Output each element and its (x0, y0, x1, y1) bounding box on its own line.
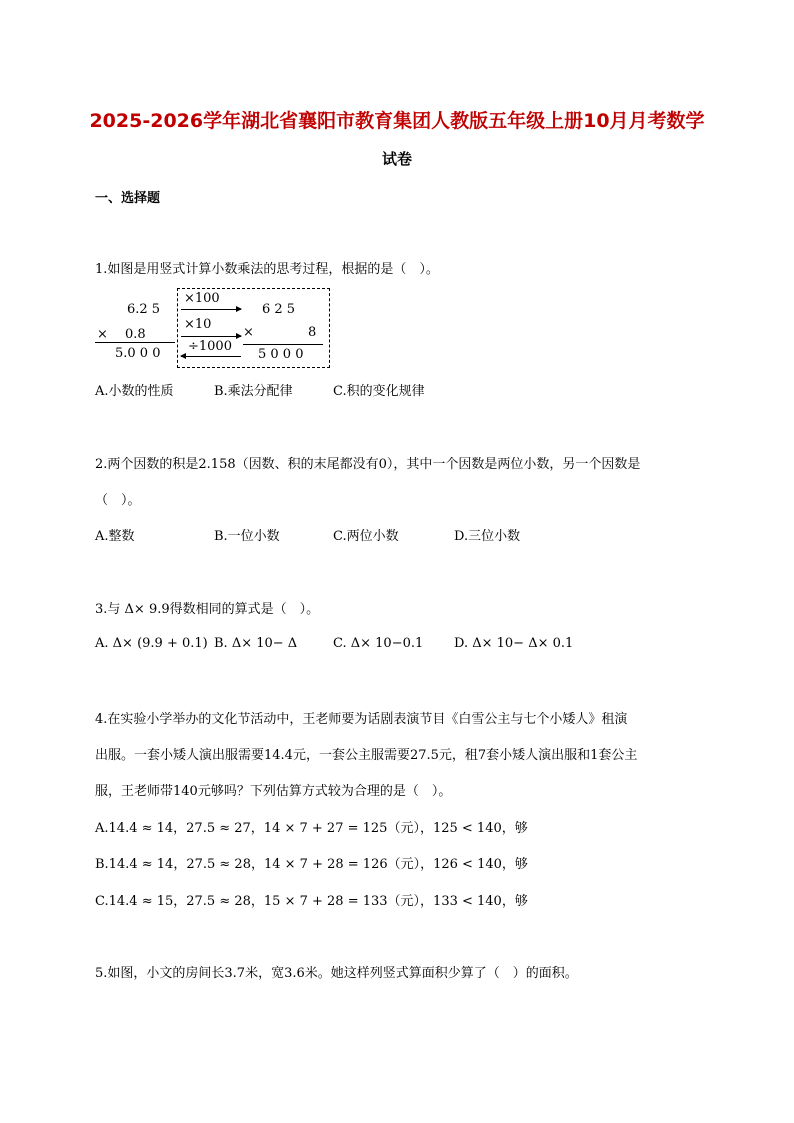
question-2-option-d[interactable]: D.三位小数 (454, 529, 521, 544)
section-heading: 一、选择题 (95, 191, 161, 206)
question-2-option-c[interactable]: C.两位小数 (333, 529, 399, 544)
right-multiplier: 8 (308, 325, 317, 340)
question-4-stem-line-3: 服，王老师带140元够吗？下列估算方式较为合理的是（ ）。 (95, 784, 452, 799)
question-2-stem-line-2: （ ）。 (95, 493, 141, 508)
question-5-stem: 5.如图，小文的房间长3.7米，宽3.6米。她这样列竖式算面积少算了（ ）的面积。 (95, 966, 578, 981)
arrow-right-icon (181, 336, 241, 337)
arrow-right-icon (181, 309, 241, 310)
operation-divide-1000: ÷1000 (188, 339, 232, 354)
right-rule (243, 344, 323, 345)
question-4-option-b[interactable]: B.14.4 ≈ 14，27.5 ≈ 28，14 × 7 + 28 = 126（元），126 < 140，够 (95, 857, 528, 872)
exam-title: 2025-2026学年湖北省襄阳市教育集团人教版五年级上册10月月考数学 (89, 110, 705, 132)
operation-times-10: ×10 (184, 317, 212, 332)
right-multiplicand: 6 2 5 (262, 302, 296, 317)
arrow-left-icon (181, 356, 241, 357)
left-multiplier: × 0.8 (97, 327, 146, 342)
right-product: 5 0 0 0 (258, 347, 304, 362)
question-1-option-a[interactable]: A.小数的性质 (95, 384, 174, 399)
question-1-option-b[interactable]: B.乘法分配律 (214, 384, 293, 399)
question-3-option-c[interactable]: C. Δ× 10−0.1 (333, 636, 424, 651)
question-4-option-c[interactable]: C.14.4 ≈ 15，27.5 ≈ 28，15 × 7 + 28 = 133（元），133 < 140，够 (95, 894, 528, 909)
exam-title-continued: 试卷 (381, 150, 412, 168)
left-multiplicand: 6.2 5 (127, 302, 161, 317)
question-2-stem-line-1: 2.两个因数的积是2.158（因数、积的末尾都没有0），其中一个因数是两位小数，另一个因数是 (95, 457, 641, 472)
question-4-stem-line-1: 4.在实验小学举办的文化节活动中，王老师要为话剧表演节目《白雪公主与七个小矮人》租演 (95, 712, 628, 727)
question-3-option-d[interactable]: D. Δ× 10− Δ× 0.1 (454, 636, 574, 651)
right-times-sign: × (243, 325, 254, 340)
question-1-option-c[interactable]: C.积的变化规律 (333, 384, 425, 399)
question-2-option-a[interactable]: A.整数 (95, 529, 135, 544)
question-4-option-a[interactable]: A.14.4 ≈ 14，27.5 ≈ 27，14 × 7 + 27 = 125（元），125 < 140，够 (95, 821, 528, 836)
question-3-stem: 3.与 Δ× 9.9得数相同的算式是（ ）。 (95, 602, 320, 617)
left-rule (95, 342, 175, 343)
left-product: 5.0 0 0 (115, 346, 161, 361)
question-2-option-b[interactable]: B.一位小数 (214, 529, 280, 544)
question-1-stem: 1.如图是用竖式计算小数乘法的思考过程，根据的是（ ）。 (95, 262, 439, 277)
operation-times-100: ×100 (184, 291, 220, 306)
question-3-option-a[interactable]: A. Δ× (9.9 + 0.1) (95, 636, 208, 651)
question-3-option-b[interactable]: B. Δ× 10− Δ (214, 636, 298, 651)
question-4-stem-line-2: 出服。一套小矮人演出服需要14.4元，一套公主服需要27.5元，租7套小矮人演出服和1套公主 (95, 748, 638, 763)
